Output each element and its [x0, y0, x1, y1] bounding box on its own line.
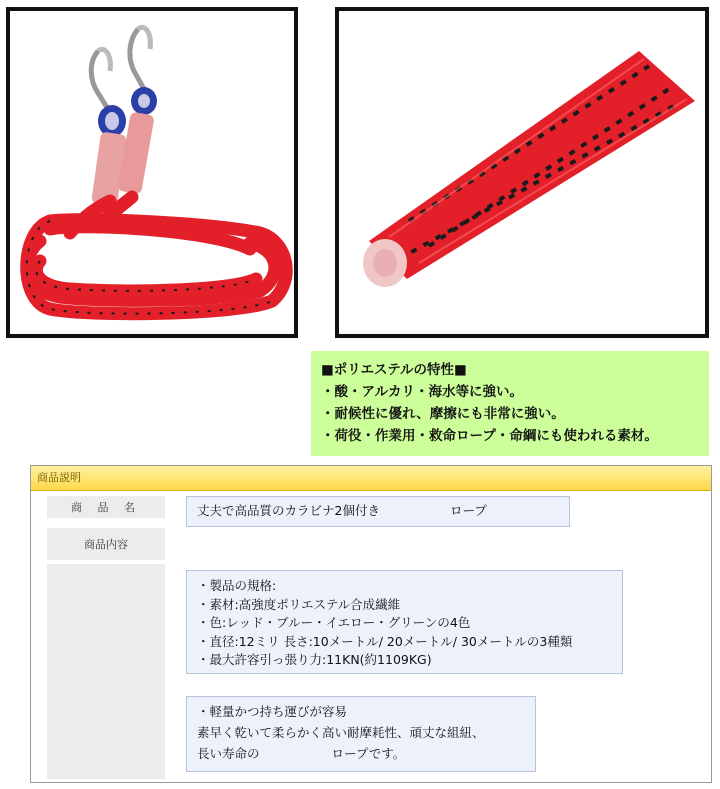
rope-coil-photo [6, 7, 298, 338]
feature-line: ・荷役・作業用・救命ロープ・命綱にも使われる素材。 [321, 428, 658, 444]
product-name-label: 商 品 名 [47, 496, 165, 518]
product-contents-label: 商品内容 [47, 528, 165, 560]
spec-line: ・素材:高強度ポリエステル合成繊維 [197, 596, 401, 612]
panel-header: 商品説明 [31, 466, 711, 491]
feature-line: ・耐候性に優れ、摩擦にも非常に強い。 [321, 406, 565, 422]
description-box [186, 696, 536, 772]
rope-closeup-illustration [339, 11, 705, 334]
desc-line: ・軽量かつ持ち運びが容易 [197, 704, 348, 719]
spec-list [186, 570, 623, 674]
rope-coil-illustration [10, 11, 294, 334]
desc-line3-b: ロープです。 [331, 746, 406, 761]
spec-line: ・最大許容引っ張り力:11KN(約1109KG) [197, 652, 432, 667]
product-name-text: 丈夫で高品質のカラビナ2個付き [197, 503, 380, 518]
product-name-value [186, 496, 570, 527]
spec-line: ・製品の規格: [197, 578, 277, 593]
spec-line: ・色:レッド・ブルー・イエロー・グリーンの4色 [197, 615, 471, 630]
desc-line [197, 743, 525, 764]
desc-line: 素早く乾いて柔らかく高い耐摩耗性、頑丈な組紐、 [197, 725, 485, 740]
product-description-panel [30, 465, 712, 783]
rope-closeup-photo [335, 7, 709, 338]
product-name-suffix: ロープ [449, 503, 487, 518]
features-title: ■ポリエステルの特性■ [321, 362, 467, 378]
polyester-features-box [311, 351, 709, 456]
feature-line: ・酸・アルカリ・海水等に強い。 [321, 384, 523, 400]
spec-line: ・直径:12ミリ 長さ:10メートル/ 20メートル/ 30メートルの3種類 [197, 633, 573, 649]
label-column-filler [47, 564, 165, 779]
desc-line3-a: 長い寿命の [197, 746, 260, 761]
